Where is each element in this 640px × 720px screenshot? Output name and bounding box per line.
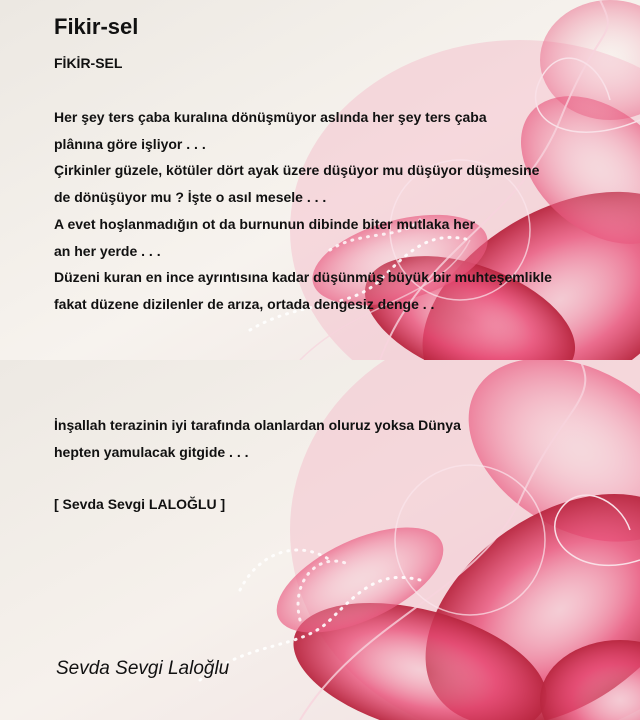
poem-line: İnşallah terazinin iyi tarafında olanlardan oluruz yoksa Dünya (54, 417, 461, 433)
poem-line: Çirkinler güzele, kötüler dört ayak üzere düşüyor mu düşüyor düşmesine (54, 162, 540, 179)
poem-line: fakat düzene dizilenler de arıza, ortada dengesiz denge . . (54, 295, 435, 312)
poem-line: hepten yamulacak gitgide . . . (54, 443, 249, 460)
poem-signature: [ Sevda Sevgi LALOĞLU ] (54, 496, 226, 512)
poem-body-bottom (54, 412, 461, 465)
poem-line: an her yerde . . . (54, 242, 161, 259)
poem-line: A evet hoşlanmadığın ot da burnunun dibinde biter mutlaka her (54, 215, 476, 232)
poem-title: Fikir-sel (54, 14, 139, 39)
author-name: Sevda Sevgi Laloğlu (56, 658, 230, 679)
poem-line: plânına göre işliyor . . . (54, 135, 206, 152)
poem-body-top (54, 104, 552, 318)
poem-line: de dönüşüyor mu ? İşte o asıl mesele . . . (54, 189, 327, 206)
poem-card-bottom (0, 360, 640, 720)
poem-heading: FİKİR-SEL (54, 55, 123, 71)
poem-line: Her şey ters çaba kuralına dönüşmüyor aslında her şey ters çaba (54, 109, 487, 125)
poem-line: Düzeni kuran en ince ayrıntısına kadar düşünmüş büyük bir muhteşemlikle (54, 269, 552, 286)
